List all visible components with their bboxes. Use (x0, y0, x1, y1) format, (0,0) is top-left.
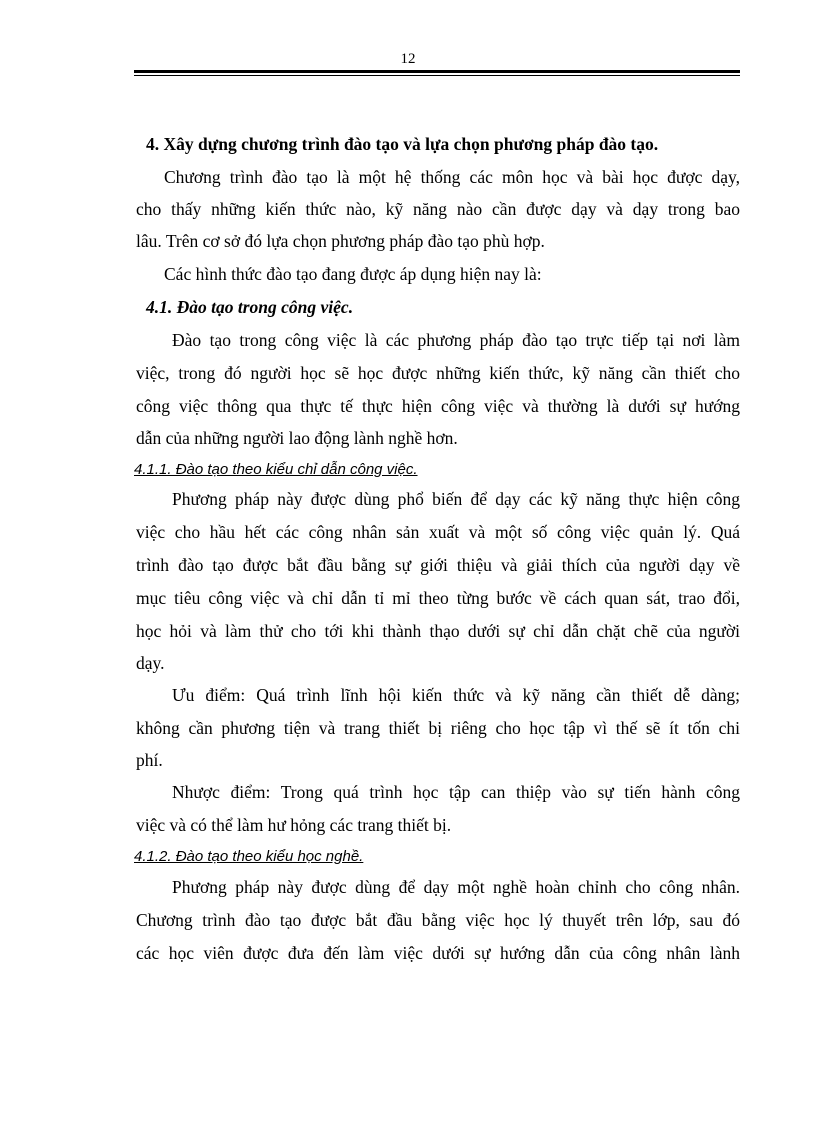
paragraph-line: việc cho hầu hết các công nhân sản xuất và một số công việc quản lý. Quá (136, 522, 740, 542)
paragraph-line: các học viên được đưa đến làm việc dưới sự hướng dẫn của công nhân lành (136, 943, 740, 963)
subsubsection-heading: 4.1.2. Đào tạo theo kiểu học nghề. (134, 848, 364, 865)
intro-line: cho thấy những kiến thức nào, kỹ năng nào cần được dạy và dạy trong bao (136, 199, 740, 219)
advantage-line: Ưu điểm: Quá trình lĩnh hội kiến thức và kỹ năng cần thiết dễ dàng; (172, 685, 740, 705)
page-number: 12 (400, 51, 416, 67)
paragraph-line: học hỏi và làm thử cho tới khi thành thạo dưới sự chỉ dẫn chặt chẽ của người (136, 621, 740, 641)
advantage-line: không cần phương tiện và trang thiết bị riêng cho học tập vì thế sẽ ít tốn chi (136, 718, 740, 738)
paragraph-line: công việc thông qua thực tế thực hiện công việc và thường là dưới sự hướng (136, 396, 740, 416)
section-heading: 4. Xây dựng chương trình đào tạo và lựa chọn phương pháp đào tạo. (146, 134, 659, 154)
disadvantage-line: Nhược điểm: Trong quá trình học tập can thiệp vào sự tiến hành công (172, 782, 740, 802)
paragraph-line: Phương pháp này được dùng phổ biến để dạy các kỹ năng thực hiện công (172, 489, 740, 509)
paragraph-line: dạy. (136, 653, 165, 673)
paragraph-line: trình đào tạo được bắt đầu bằng sự giới thiệu và giải thích của người dạy về (136, 555, 740, 575)
header-rule-thick (134, 70, 740, 73)
paragraph-line: Đào tạo trong công việc là các phương pháp đào tạo trực tiếp tại nơi làm (172, 330, 740, 350)
advantage-line: phí. (136, 750, 163, 770)
paragraph-line: Chương trình đào tạo được bắt đầu bằng việc học lý thuyết trên lớp, sau đó (136, 910, 740, 930)
disadvantage-line: việc và có thể làm hư hỏng các trang thiết bị. (136, 815, 452, 835)
paragraph-line: việc, trong đó người học sẽ học được những kiến thức, kỹ năng cần thiết cho (136, 363, 740, 383)
subsection-heading: 4.1. Đào tạo trong công việc. (146, 297, 354, 317)
subsubsection-heading: 4.1.1. Đào tạo theo kiểu chỉ dẫn công việc. (134, 461, 418, 478)
paragraph-line: mục tiêu công việc và chỉ dẫn tỉ mỉ theo từng bước về cách quan sát, trao đổi, (136, 588, 740, 608)
paragraph-line: Phương pháp này được dùng để dạy một nghề hoàn chỉnh cho công nhân. (172, 877, 740, 897)
forms-intro: Các hình thức đào tạo đang được áp dụng hiện nay là: (164, 264, 542, 284)
header-rule-thin (134, 75, 740, 76)
intro-line: Chương trình đào tạo là một hệ thống các môn học và bài học được dạy, (164, 167, 740, 187)
paragraph-line: dẫn của những người lao động lành nghề hơn. (136, 428, 458, 448)
intro-line: lâu. Trên cơ sở đó lựa chọn phương pháp đào tạo phù hợp. (136, 231, 545, 251)
